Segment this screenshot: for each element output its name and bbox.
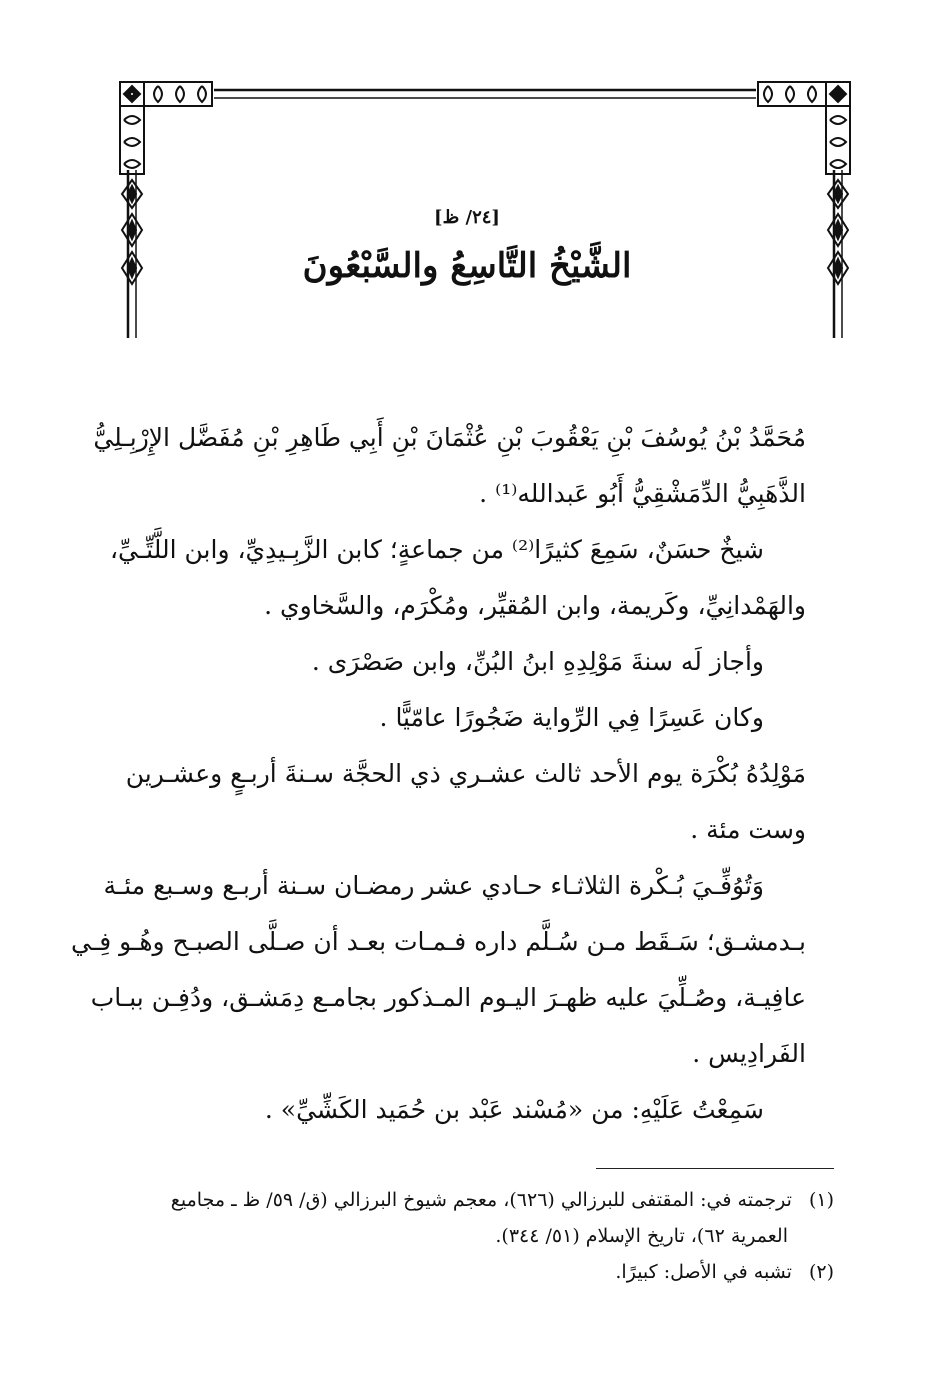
text-line: والهَمْدانِيِّ، وكَريمة، وابن المُقيِّر، ومُكْرَم، والسَّخاوي . [264,591,806,620]
chapter-title: الشَّيْخُ التَّاسِعُ والسَّبْعُونَ [302,246,632,286]
footnote-number: (١) [808,1189,834,1211]
footnote-1 [128,1182,834,1218]
text-line: بـدمشـق؛ سَـقَط مـن سُـلَّم داره فـمـات بعـد أن صـلَّى الصبـح وهُـو فِـي [71,927,806,956]
footnotes [128,1182,834,1290]
text-line: مَوْلِدُهُ بُكْرَة يوم الأحد ثالث عشـري ذي الحجَّة سـنةَ أربـعٍ وعشـرين [125,759,806,788]
text-line: وست مئة . [690,815,806,844]
text-line: وَتُوُفِّـيَ بُـكْرة الثلاثـاء حـادي عشر رمضـان سـنة أربـع وسـبع مئـة [103,871,764,900]
footnote-separator [596,1168,834,1169]
footnote-number: (٢) [808,1261,834,1283]
text-line: وكان عَسِرًا فِي الرِّواية ضَجُورًا عامّيًّا . [379,703,764,732]
text-line: شيخٌ حسَنٌ، سَمِعَ كثيرًا⁽²⁾ من جماعةٍ؛ كابن الزَّبِـيدِيِّ، وابن اللَّتِّـيِّ، [109,535,764,564]
text-line: مُحَمَّدُ بْنُ يُوسُفَ بْنِ يَعْقُوبَ بْنِ عُثْمَانَ بْنِ أَبِي طَاهِرِ بْنِ مُفَضَّل الإِرْبِـلِيُّ [93,423,806,452]
folio-reference: [٢٤/ ظ] [434,207,500,228]
footnote-text: ترجمته في: المقتفى للبرزالي (٦٢٦)، معجم شيوخ البرزالي (ق/ ٥٩/ ظ ـ مجاميع [170,1189,792,1211]
text-line: الذَّهَبِيُّ الدِّمَشْقِيُّ أَبُو عَبدالله⁽¹⁾ . [479,479,806,508]
text-line: سَمِعْتُ عَلَيْهِ: من «مُسْند عَبْد بن حُمَيد الكَشِّيِّ» . [264,1095,764,1124]
footnote-1-continuation: العمرية ٦٢)، تاريخ الإسلام (٥١/ ٣٤٤). [495,1225,788,1247]
footnote-2 [128,1254,834,1290]
text-line: وأجاز لَه سنةَ مَوْلِدِهِ ابنُ البُنِّ، وابن صَصْرَى . [311,647,764,676]
text-line: عافِيـة، وصُـلِّيَ عليه ظهـرَ اليـوم المـذكور بجامـع دِمَشـق، ودُفِـن ببـاب [90,983,806,1012]
footnote-text: تشبه في الأصل: كبيرًا. [615,1261,792,1283]
text-line: الفَرادِيس . [692,1039,806,1068]
biography-text [71,410,806,1138]
